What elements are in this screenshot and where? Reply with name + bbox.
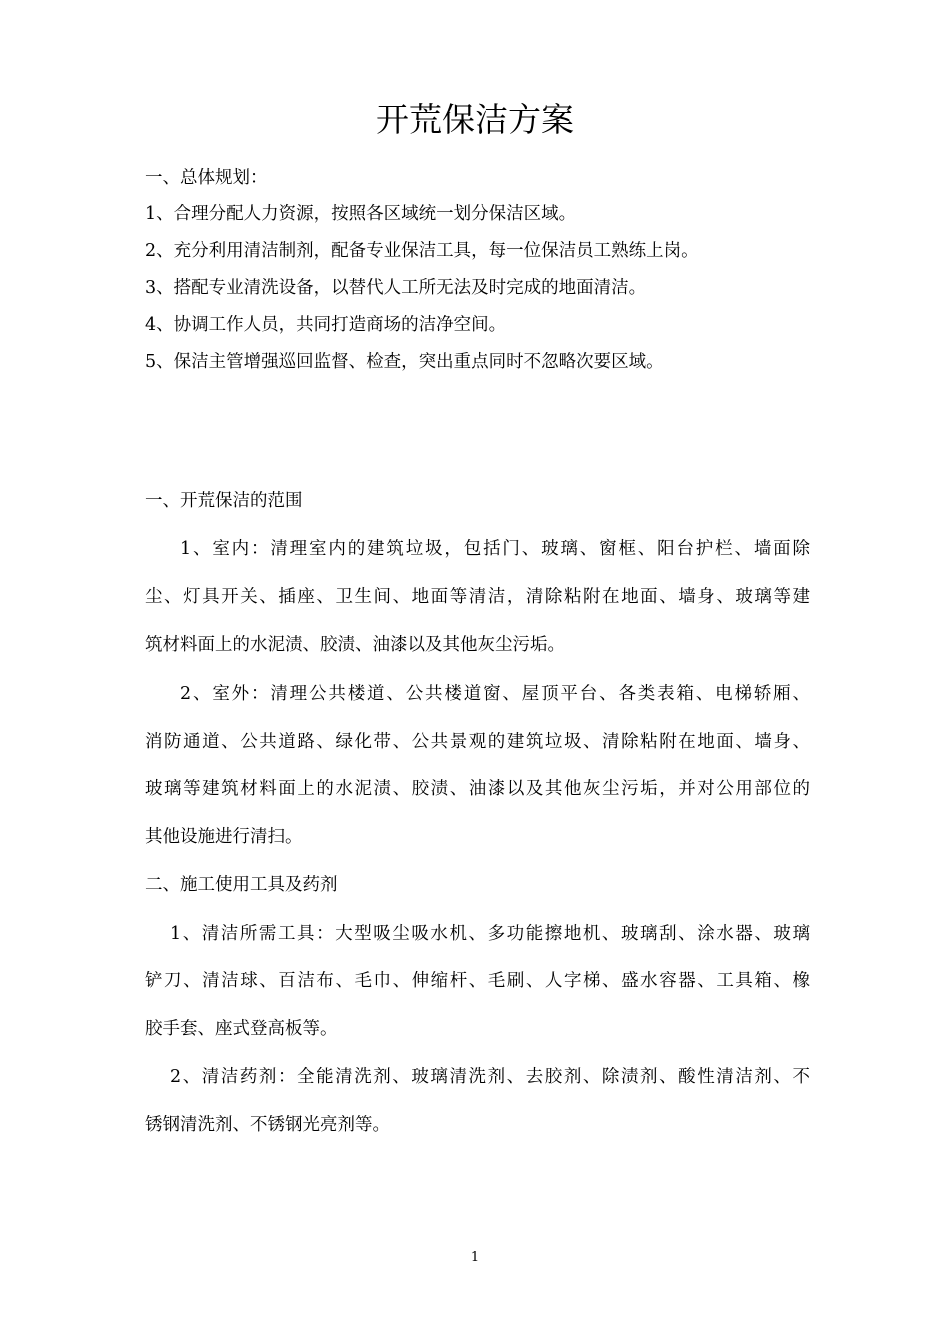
section1-item-3: 3、搭配专业清洗设备，以替代人工所无法及时完成的地面清洁。 [145, 278, 647, 298]
section1-item-4: 4、协调工作人员，共同打造商场的洁净空间。 [145, 315, 507, 335]
document-title: 开荒保洁方案 [376, 100, 574, 139]
section1-heading: 一、总体规划： [145, 168, 268, 188]
outdoor-line-1: 2、室外：清理公共楼道、公共楼道窗、屋顶平台、各类表箱、电梯轿厢、 [180, 684, 810, 704]
tools-line-2: 铲刀、清洁球、百洁布、毛巾、伸缩杆、毛刷、人字梯、盛水容器、工具箱、橡 [145, 971, 810, 991]
tools-line-1: 1、清洁所需工具：大型吸尘吸水机、多功能擦地机、玻璃刮、涂水器、玻璃 [170, 924, 810, 944]
section1-item-2: 2、充分利用清洁制剂，配备专业保洁工具，每一位保洁员工熟练上岗。 [145, 241, 699, 261]
tools-line-3: 胶手套、座式登高板等。 [145, 1019, 338, 1039]
agents-line-2: 锈钢清洗剂、不锈钢光亮剂等。 [145, 1115, 390, 1135]
outdoor-line-4: 其他设施进行清扫。 [145, 827, 303, 847]
outdoor-line-3: 玻璃等建筑材料面上的水泥渍、胶渍、油漆以及其他灰尘污垢，并对公用部位的 [145, 779, 810, 799]
section2-heading: 一、开荒保洁的范围 [145, 491, 303, 511]
agents-line-1: 2、清洁药剂：全能清洗剂、玻璃清洗剂、去胶剂、除渍剂、酸性清洁剂、不 [170, 1067, 810, 1087]
outdoor-line-2: 消防通道、公共道路、绿化带、公共景观的建筑垃圾、清除粘附在地面、墙身、 [145, 732, 810, 752]
indoor-line-2: 尘、灯具开关、插座、卫生间、地面等清洁，清除粘附在地面、墙身、玻璃等建 [145, 587, 810, 607]
section1-item-5: 5、保洁主管增强巡回监督、检查，突出重点同时不忽略次要区域。 [145, 352, 664, 372]
page-number: 1 [470, 1250, 480, 1265]
section3-heading: 二、施工使用工具及药剂 [145, 875, 338, 895]
section1-item-1: 1、合理分配人力资源，按照各区域统一划分保洁区域。 [145, 204, 577, 224]
indoor-line-3: 筑材料面上的水泥渍、胶渍、油漆以及其他灰尘污垢。 [145, 635, 565, 655]
indoor-line-1: 1、室内：清理室内的建筑垃圾，包括门、玻璃、窗框、阳台护栏、墙面除 [180, 539, 810, 559]
